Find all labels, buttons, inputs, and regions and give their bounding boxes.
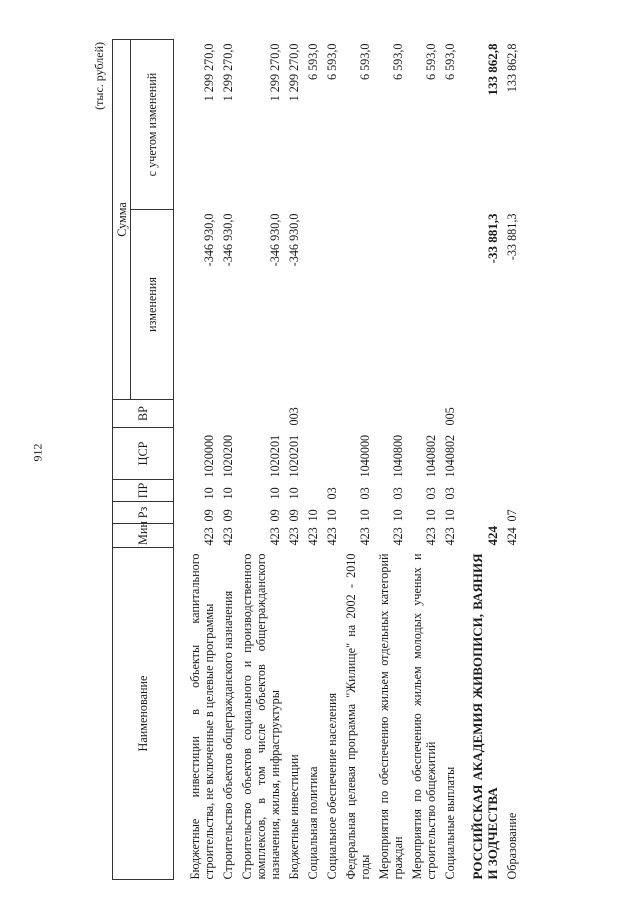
header-csr: ЦСР (113, 428, 174, 480)
row-pr (304, 480, 323, 502)
row-vr (408, 400, 441, 428)
row-csr (460, 428, 503, 480)
row-min: 423 (221, 527, 235, 546)
row-name: Образование (505, 812, 519, 880)
row-total: 133 862,8 (505, 43, 519, 93)
row-pr: 10 (287, 487, 301, 500)
row-csr (323, 428, 342, 480)
row-pr: 10 (268, 487, 282, 500)
row-rz: 09 (202, 509, 216, 522)
row-rz (460, 502, 503, 524)
row-change: -346 930,0 (268, 213, 282, 267)
header-pr: ПР (113, 480, 174, 502)
row-min: 423 (443, 527, 457, 546)
row-total: 1 299 270,0 (268, 43, 282, 102)
table-row (323, 39, 342, 879)
row-min: 424 (485, 526, 500, 546)
row-rz: 10 (443, 509, 457, 522)
row-pr: 10 (221, 487, 235, 500)
row-csr (503, 428, 522, 480)
row-rz: 09 (221, 509, 235, 522)
table-row (174, 39, 220, 879)
row-change (323, 210, 342, 400)
row-vr: 003 (287, 407, 301, 426)
row-change: -346 930,0 (202, 213, 216, 267)
row-total: 133 862,8 (485, 43, 500, 96)
row-change: -33 881,3 (485, 213, 500, 264)
row-name: Бюджетные инвестиции (287, 754, 301, 880)
table-body (174, 39, 523, 879)
page-number: 912 (30, 443, 45, 462)
row-change (408, 210, 441, 400)
row-name: Социальная политика (306, 766, 320, 880)
row-vr: 005 (443, 407, 457, 426)
row-name: Федеральная целевая программа "Жилище" на 2002 - 2010 годы (344, 553, 372, 880)
row-vr (323, 400, 342, 428)
row-total: 6 593,0 (306, 43, 320, 81)
row-total: 1 299 270,0 (202, 43, 216, 102)
table-row (460, 39, 503, 879)
row-pr: 03 (443, 487, 457, 500)
row-min: 423 (306, 527, 320, 546)
row-min: 423 (391, 527, 405, 546)
row-csr: 1020200 (221, 434, 235, 478)
header-with-change: с учетом изменений (131, 39, 174, 209)
row-csr: 1040800 (391, 434, 405, 478)
row-pr: 10 (202, 487, 216, 500)
row-name: Мероприятия по обеспечению жильем молодых ученых и строительство общежитий (410, 553, 438, 880)
table-row (408, 39, 441, 879)
units-label: (тыс. рублей) (92, 42, 106, 110)
row-csr: 1020201 (268, 434, 282, 478)
row-csr: 1020000 (202, 434, 216, 478)
row-min: 423 (202, 527, 216, 546)
row-min: 423 (287, 527, 301, 546)
row-total: 1 299 270,0 (287, 43, 301, 102)
row-rz: 10 (424, 509, 438, 522)
row-vr (219, 400, 238, 428)
row-min: 423 (358, 527, 372, 546)
row-total: 6 593,0 (358, 43, 372, 81)
budget-table-sheet (92, 40, 564, 880)
row-vr (460, 400, 503, 428)
row-vr (375, 400, 408, 428)
table-row (503, 39, 522, 879)
row-min: 423 (424, 527, 438, 546)
row-name: Строительство объектов социального и производственного комплексов, в том числе объектов общегражданского назначения, жилья, инфраструктуры (240, 553, 282, 880)
table-row (441, 39, 460, 879)
row-pr (503, 480, 522, 502)
row-change (375, 210, 408, 400)
table-row (219, 39, 238, 879)
row-name: Социальные выплаты (443, 766, 457, 880)
row-rz: 10 (325, 509, 339, 522)
row-rz: 10 (306, 509, 320, 522)
row-rz: 09 (287, 509, 301, 522)
header-name: Наименование (113, 548, 174, 880)
row-change: -33 881,3 (505, 213, 519, 261)
row-csr: 1040000 (358, 434, 372, 478)
row-change (304, 210, 323, 400)
row-min: 423 (325, 527, 339, 546)
budget-table (112, 39, 522, 880)
row-total: 6 593,0 (424, 43, 438, 81)
row-change: -346 930,0 (287, 213, 301, 267)
row-vr (174, 400, 220, 428)
header-sum: Сумма (113, 39, 131, 399)
header-min: Мин (113, 524, 174, 548)
row-rz: 07 (505, 509, 519, 522)
row-csr (304, 428, 323, 480)
table-row (238, 39, 285, 879)
row-total: 6 593,0 (443, 43, 457, 81)
row-csr: 1040802 (443, 434, 457, 478)
row-pr (460, 480, 503, 502)
header-rz: Рз (113, 502, 174, 524)
row-change (342, 210, 375, 400)
row-pr: 03 (424, 487, 438, 500)
header-change: изменения (131, 210, 174, 400)
row-name: Социальное обеспечение населения (325, 692, 339, 880)
row-name: Мероприятия по обеспечению жильем отдельных категорий граждан (377, 553, 405, 880)
row-vr (238, 400, 285, 428)
row-csr: 1040802 (424, 434, 438, 478)
row-pr: 03 (391, 487, 405, 500)
row-csr: 1020201 (287, 434, 301, 478)
row-total: 6 593,0 (325, 43, 339, 81)
table-row (375, 39, 408, 879)
table-row (304, 39, 323, 879)
row-change: -346 930,0 (221, 213, 235, 267)
row-rz: 10 (358, 509, 372, 522)
row-pr: 03 (325, 487, 339, 500)
row-min: 424 (505, 527, 519, 546)
table-row (285, 39, 304, 879)
row-vr (342, 400, 375, 428)
table-row (342, 39, 375, 879)
header-vr: ВР (113, 400, 174, 428)
row-min: 423 (268, 527, 282, 546)
row-vr (503, 400, 522, 428)
row-vr (304, 400, 323, 428)
row-rz: 10 (391, 509, 405, 522)
row-name: Строительство объектов общегражданского назначения (221, 590, 235, 880)
row-total: 6 593,0 (391, 43, 405, 81)
row-pr: 03 (358, 487, 372, 500)
row-total: 1 299 270,0 (221, 43, 235, 102)
row-rz: 09 (268, 509, 282, 522)
row-name: Бюджетные инвестиции в объекты капитального строительства, не включенные в целевые программы (188, 553, 216, 880)
row-change (441, 210, 460, 400)
row-name: РОССИЙСКАЯ АКАДЕМИЯ ЖИВОПИСИ, ВАЯНИЯ И ЗОДЧЕСТВА (470, 553, 500, 880)
